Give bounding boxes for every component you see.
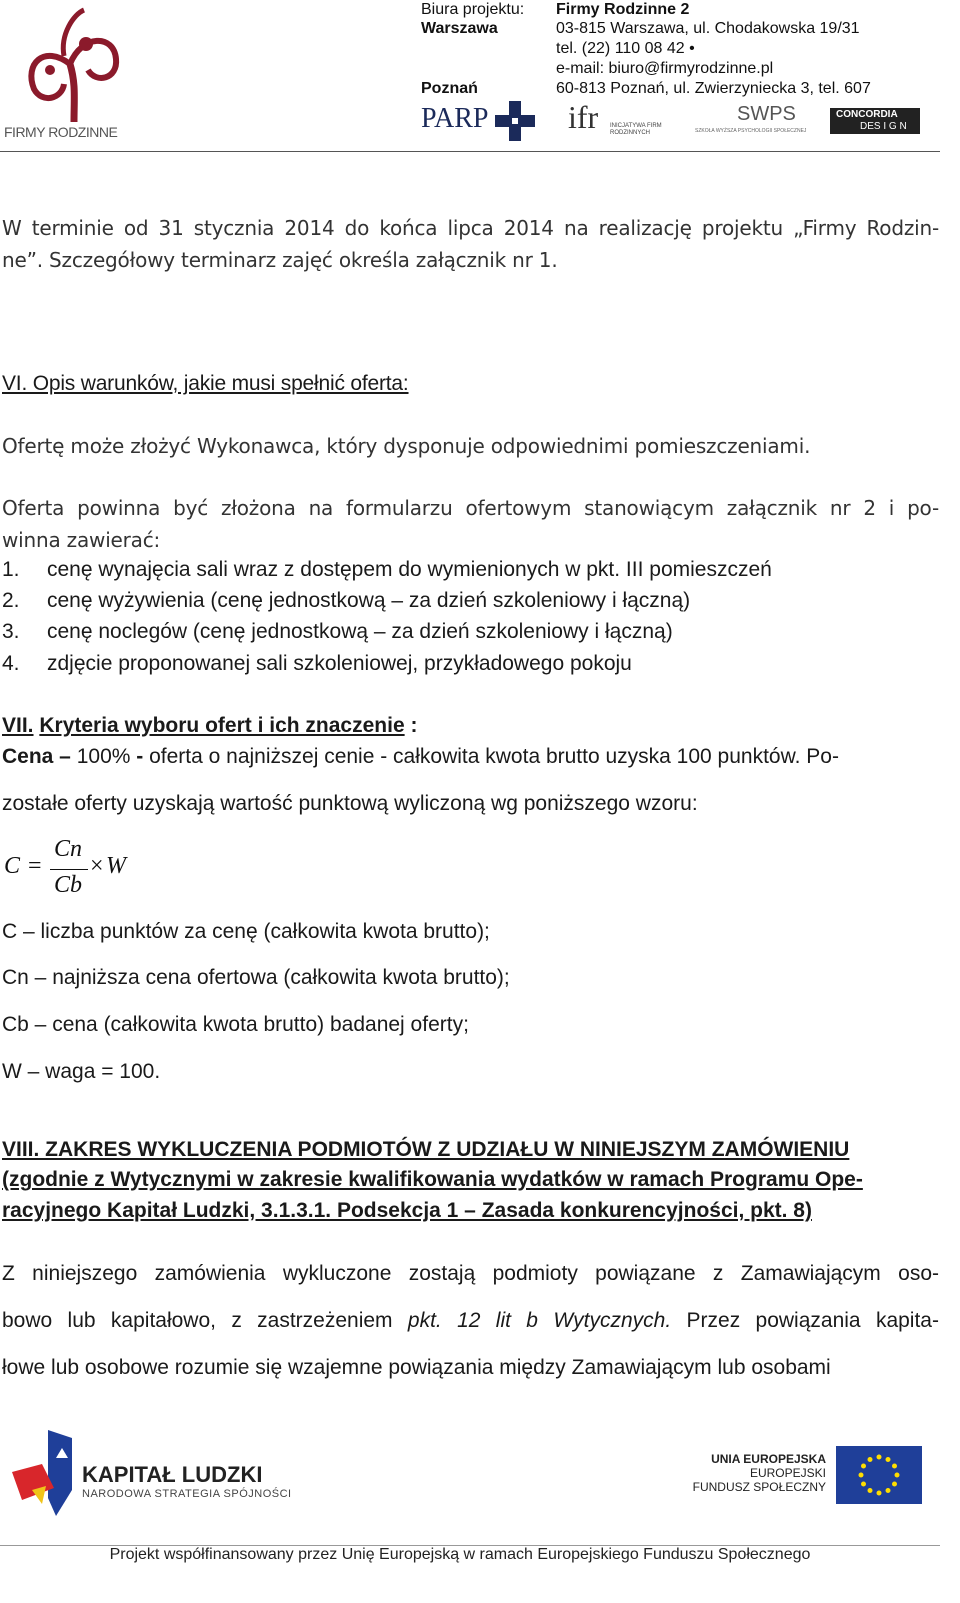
section-6-paragraph-1: Ofertę może złożyć Wykonawca, który dysponuje odpowiednimi pomieszczeniami. <box>2 434 811 458</box>
email-link[interactable]: e-mail: biuro@firmyrodzinne.pl <box>556 60 774 77</box>
paragraph-text: Przez powiązania kapita- <box>671 1309 939 1332</box>
cena-label: Cena – <box>2 745 71 768</box>
eu-flag <box>836 1446 922 1504</box>
address-poznan: 60-813 Poznań, ul. Zwierzyniecka 3, tel. 607 <box>556 80 871 97</box>
concordia-logo <box>830 108 920 134</box>
formula-numerator: Cn <box>54 836 83 862</box>
cena-dash: - <box>136 745 144 768</box>
section-8-paragraph-line-1: Z niniejszego zamówienia wykluczone zostają podmioty powiązane z Zamawiającym oso- <box>2 1262 939 1285</box>
section-7-number: VII. <box>2 714 34 737</box>
list-item <box>2 652 632 676</box>
list-item-text: cenę wynajęcia sali wraz z dostępem do wymienionych w pkt. III pomieszczeń <box>47 558 772 581</box>
header-divider <box>0 151 940 152</box>
price-formula <box>4 836 144 900</box>
definition-item: W – waga = 100. <box>2 1060 161 1083</box>
cena-percent: 100% <box>70 745 137 768</box>
eu-union-label: UNIA EUROPEJSKA <box>711 1452 826 1466</box>
concordia-text: CONCORDIA <box>836 109 898 120</box>
list-item-number: 4. <box>2 652 20 675</box>
kapital-ludzki-subtitle: NARODOWA STRATEGIA SPÓJNOŚCI <box>82 1488 292 1500</box>
intro-line-1: W terminie od 31 stycznia 2014 do końca lipca 2014 na realizację projektu „Firmy Rodzin- <box>2 216 939 240</box>
section-7-heading <box>2 714 417 738</box>
section-6-paragraph-2-line-1: Oferta powinna być złożona na formularzu ofertowym stanowiącym załącznik nr 2 i po- <box>2 496 939 520</box>
paragraph-text: bowo lub kapitałowo, z zastrzeżeniem <box>2 1309 408 1332</box>
definition-item: Cb – cena (całkowita kwota brutto) badanej oferty; <box>2 1013 469 1036</box>
city-warszawa: Warszawa <box>421 20 498 37</box>
formula-denominator: Cb <box>54 872 83 898</box>
list-item-number: 2. <box>2 589 20 612</box>
section-8-heading-line-3: racyjnego Kapitał Ludzki, 3.1.3.1. Podsekcja 1 – Zasada konkurencyjności, pkt. 8) <box>2 1199 812 1222</box>
section-7-colon: : <box>404 714 418 737</box>
swps-text: SWPS <box>737 103 796 125</box>
section-8-heading-line-2: (zgodnie z Wytycznymi w zakresie kwalifikowania wydatków w ramach Programu Ope- <box>2 1168 863 1191</box>
section-8-paragraph-line-3: łowe lub osobowe rozumie się wzajemne powiązania między Zamawiającym lub osobami <box>2 1356 831 1379</box>
section-7-line-2: zostałe oferty uzyskają wartość punktową wyliczoną wg poniższego wzoru: <box>2 792 698 815</box>
list-item-number: 1. <box>2 558 20 581</box>
kapital-ludzki-emblem-icon <box>12 1428 74 1520</box>
phone-warszawa: tel. (22) 110 08 42 • <box>556 40 695 57</box>
list-item-number: 3. <box>2 620 20 643</box>
formula-times: × <box>90 853 104 879</box>
intro-line-2: ne”. Szczegółowy terminarz zajęć określa załącznik nr 1. <box>2 248 558 272</box>
list-item-text: zdjęcie proponowanej sali szkoleniowej, przykładowego pokoju <box>47 652 632 675</box>
formula-equals: = <box>28 853 42 879</box>
list-item <box>2 558 772 582</box>
footer-cofinancing-note: Projekt współfinansowany przez Unię Europejską w ramach Europejskiego Funduszu Społecznego <box>109 1546 811 1563</box>
eu-fund-label-2: FUNDUSZ SPOŁECZNY <box>692 1480 826 1494</box>
list-item-text: cenę noclegów (cenę jednostkową – za dzień szkoleniowy i łączną) <box>47 620 673 643</box>
city-poznan: Poznań <box>421 80 478 97</box>
address-warszawa: 03-815 Warszawa, ul. Chodakowska 19/31 <box>556 20 860 37</box>
formula-weight: W <box>106 853 126 879</box>
swps-subtext: SZKOŁA WYŻSZA PSYCHOLOGII SPOŁECZNEJ <box>695 128 807 134</box>
paragraph-italic-ref: pkt. 12 lit b Wytycznych. <box>407 1309 672 1332</box>
eu-stars-icon <box>836 1446 922 1504</box>
kapital-ludzki-title: KAPITAŁ LUDZKI <box>82 1462 263 1487</box>
concordia-subtext: DES I G N <box>860 121 907 132</box>
kapital-ludzki-logo <box>12 1428 312 1520</box>
eu-fund-label-1: EUROPEJSKI <box>749 1466 826 1480</box>
list-item-text: cenę wyżywienia (cenę jednostkową – za dzień szkoleniowy i łączną) <box>47 589 691 612</box>
formula-lhs: C <box>4 853 21 879</box>
biuro-label: Biura projektu: <box>421 1 525 18</box>
list-item <box>2 589 690 613</box>
eu-text-block <box>690 1452 826 1502</box>
cena-description: oferta o najniższej cenie - całkowita kwota brutto uzyska 100 punktów. Po- <box>143 745 839 768</box>
parp-text: PARP <box>421 103 489 134</box>
swps-logo <box>695 103 810 139</box>
section-6-heading: VI. Opis warunków, jakie musi spełnić oferta: <box>2 372 409 395</box>
cena-line <box>2 745 839 769</box>
section-6-paragraph-2-line-2: winna zawierać: <box>2 528 161 552</box>
definition-item: Cn – najniższa cena ofertowa (całkowita kwota brutto); <box>2 966 510 989</box>
section-8-paragraph-line-2 <box>2 1309 939 1333</box>
logo-text: FIRMY RODZINNE <box>4 124 118 140</box>
project-name: Firmy Rodzinne 2 <box>556 1 690 18</box>
formula-fraction-bar <box>50 869 88 870</box>
ifr-logo <box>568 99 678 139</box>
section-8-heading-line-1: VIII. ZAKRES WYKLUCZENIA PODMIOTÓW Z UDZIAŁU W NINIEJSZYM ZAMÓWIENIU <box>2 1138 850 1161</box>
ifr-text: ifr <box>568 99 599 135</box>
section-7-title: Kryteria wyboru ofert i ich znaczenie <box>39 714 405 737</box>
parp-logo <box>421 101 541 141</box>
definition-item: C – liczba punktów za cenę (całkowita kwota brutto); <box>2 920 490 943</box>
list-item <box>2 620 673 644</box>
parp-arrows-icon <box>495 101 535 141</box>
ifr-subtext: INICJATYWA FIRM RODZINNYCH <box>610 123 662 136</box>
